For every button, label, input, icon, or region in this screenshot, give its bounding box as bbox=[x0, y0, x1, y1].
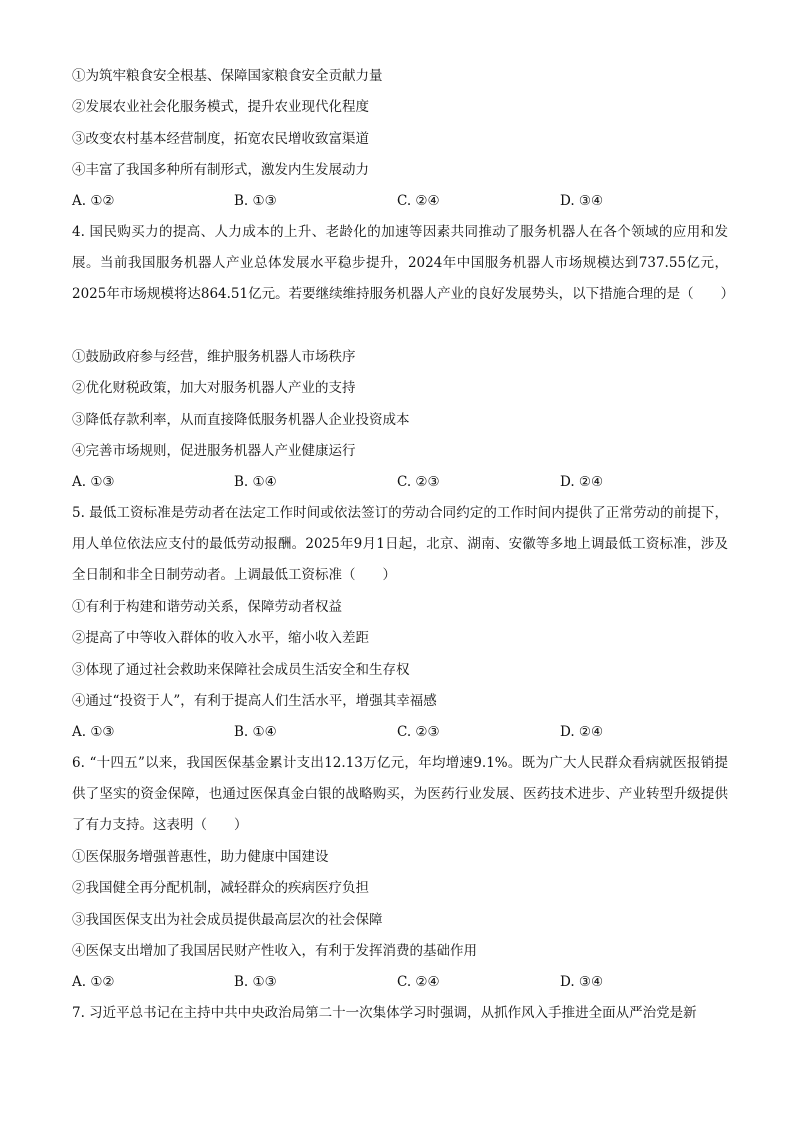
q3-option-1: ①为筑牢粮食安全根基、保障国家粮食安全贡献力量 bbox=[72, 68, 383, 84]
q5-option-1: ①有利于构建和谐劳动关系，保障劳动者权益 bbox=[72, 599, 342, 615]
q5-choice-d: D. ②④ bbox=[560, 724, 604, 740]
q5-choice-b: B. ①④ bbox=[234, 724, 277, 740]
q3-option-2: ②发展农业社会化服务模式，提升农业现代化程度 bbox=[72, 99, 369, 115]
q3-option-3: ③改变农村基本经营制度，拓宽农民增收致富渠道 bbox=[72, 131, 369, 147]
q3-option-4: ④丰富了我国多种所有制形式，激发内生发展动力 bbox=[72, 162, 369, 178]
q5-choice-a: A. ①③ bbox=[72, 724, 115, 740]
q6-option-2: ②我国健全再分配机制，减轻群众的疾病医疗负担 bbox=[72, 880, 369, 896]
q4-choice-a: A. ①③ bbox=[72, 474, 115, 490]
q6-choice-a: A. ①② bbox=[72, 974, 115, 990]
q4-choices bbox=[72, 472, 732, 492]
q6-choices bbox=[72, 972, 732, 992]
q4-choice-c: C. ②③ bbox=[397, 474, 440, 490]
q6-option-1: ①医保服务增强普惠性，助力健康中国建设 bbox=[72, 849, 329, 865]
q7-stem: 7. 习近平总书记在主持中共中央政治局第二十一次集体学习时强调，从抓作风入手推进全面从严治党是新 bbox=[72, 1005, 697, 1021]
q4-stem: 4. 国民购买力的提高、人力成本的上升、老龄化的加速等因素共同推动了服务机器人在各个领域的应用和发展。当前我国服务机器人产业总体发展水平稳步提升，2024年中国服务机器人市场规模达到737.55亿元，2025年市场规模将达864.51亿元。若要继续维持服务机器人产业的良好发展势头，以下措施合理的是（ ） bbox=[72, 224, 735, 303]
q4-option-1: ①鼓励政府参与经营，维护服务机器人市场秩序 bbox=[72, 349, 356, 365]
q4-option-4: ④完善市场规则，促进服务机器人产业健康运行 bbox=[72, 443, 356, 459]
q6-stem: 6. “十四五”以来，我国医保基金累计支出12.13万亿元，年均增速9.1%。既为广大人民群众看病就医报销提供了坚实的资金保障，也通过医保真金白银的战略购买，为医药行业发展、医药技术进步、产业转型升级提供了有力支持。这表明（ ） bbox=[72, 755, 728, 834]
q5-option-3: ③体现了通过社会救助来保障社会成员生活安全和生存权 bbox=[72, 662, 410, 678]
q5-option-2: ②提高了中等收入群体的收入水平，缩小收入差距 bbox=[72, 630, 369, 646]
q3-choice-d: D. ③④ bbox=[560, 193, 604, 209]
q4-choice-b: B. ①④ bbox=[234, 474, 277, 490]
q3-choice-c: C. ②④ bbox=[397, 193, 440, 209]
q6-choice-c: C. ②④ bbox=[397, 974, 440, 990]
q3-choice-b: B. ①③ bbox=[234, 193, 277, 209]
q6-option-4: ④医保支出增加了我国居民财产性收入，有利于发挥消费的基础作用 bbox=[72, 943, 477, 959]
q4-option-3: ③降低存款利率，从而直接降低服务机器人企业投资成本 bbox=[72, 412, 410, 428]
q4-option-2: ②优化财税政策，加大对服务机器人产业的支持 bbox=[72, 380, 356, 396]
q5-option-4: ④通过“投资于人”，有利于提高人们生活水平，增强其幸福感 bbox=[72, 693, 437, 709]
q5-choice-c: C. ②③ bbox=[397, 724, 440, 740]
q3-choices bbox=[72, 191, 732, 211]
q6-option-3: ③我国医保支出为社会成员提供最高层次的社会保障 bbox=[72, 912, 383, 928]
q5-stem: 5. 最低工资标准是劳动者在法定工作时间或依法签订的劳动合同约定的工作时间内提供了正常劳动的前提下，用人单位依法应支付的最低劳动报酬。2025年9月1日起，北京、湖南、安徽等多地上调最低工资标准，涉及全日制和非全日制劳动者。上调最低工资标准（ ） bbox=[72, 505, 728, 584]
q5-choices bbox=[72, 722, 732, 742]
q6-choice-b: B. ①③ bbox=[234, 974, 277, 990]
q4-choice-d: D. ②④ bbox=[560, 474, 604, 490]
q6-choice-d: D. ③④ bbox=[560, 974, 604, 990]
q3-choice-a: A. ①② bbox=[72, 193, 115, 209]
